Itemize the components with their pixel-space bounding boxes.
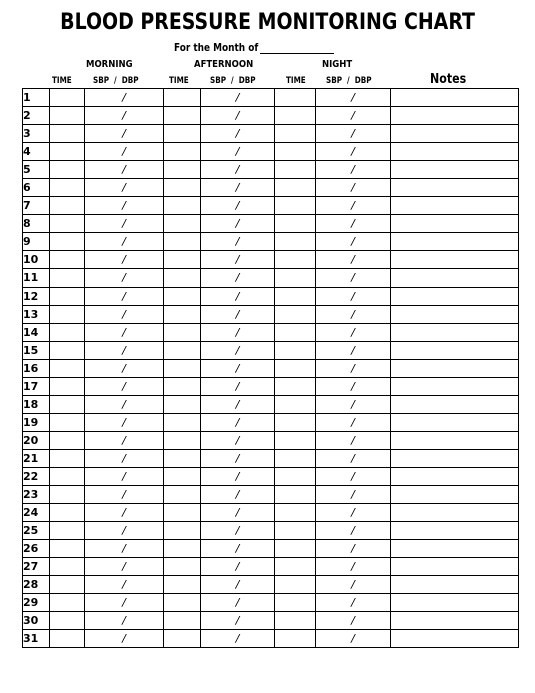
day-number: 12 [23,287,50,305]
morning-bp-cell[interactable]: / [85,197,164,215]
afternoon-time-cell[interactable] [164,287,201,305]
afternoon-bp-cell[interactable]: / [201,107,275,125]
table-row [23,233,519,251]
morning-bp-cell[interactable]: / [85,576,164,594]
night-time-cell[interactable] [275,612,316,630]
morning-time-cell[interactable] [50,233,85,251]
morning-time-cell[interactable] [50,558,85,576]
night-time-cell[interactable] [275,395,316,413]
notes-cell[interactable] [391,305,519,323]
header-sbp-dbp-afternoon: SBP / DBP [210,76,256,86]
table-row [23,143,519,161]
night-bp-cell[interactable]: / [316,359,391,377]
morning-bp-cell[interactable]: / [85,161,164,179]
day-number: 4 [23,143,50,161]
day-number: 16 [23,359,50,377]
day-number: 7 [23,197,50,215]
night-bp-cell[interactable]: / [316,233,391,251]
notes-cell[interactable] [391,522,519,540]
morning-time-cell[interactable] [50,125,85,143]
morning-bp-cell[interactable]: / [85,305,164,323]
day-number: 13 [23,305,50,323]
afternoon-bp-cell[interactable]: / [201,449,275,467]
afternoon-bp-cell[interactable]: / [201,161,275,179]
table-row [23,323,519,341]
night-time-cell[interactable] [275,630,316,648]
notes-cell[interactable] [391,107,519,125]
afternoon-bp-cell[interactable]: / [201,143,275,161]
table-row [23,594,519,612]
night-time-cell[interactable] [275,431,316,449]
night-bp-cell[interactable]: / [316,594,391,612]
morning-time-cell[interactable] [50,540,85,558]
morning-time-cell[interactable] [50,486,85,504]
morning-bp-cell[interactable]: / [85,251,164,269]
night-time-cell[interactable] [275,377,316,395]
morning-bp-cell[interactable]: / [85,233,164,251]
night-bp-cell[interactable]: / [316,377,391,395]
table-row [23,107,519,125]
table-row [23,558,519,576]
table-row [23,215,519,233]
morning-time-cell[interactable] [50,467,85,485]
morning-time-cell[interactable] [50,287,85,305]
morning-bp-cell[interactable]: / [85,558,164,576]
day-number: 29 [23,594,50,612]
morning-bp-cell[interactable]: / [85,467,164,485]
afternoon-time-cell[interactable] [164,377,201,395]
table-row [23,576,519,594]
afternoon-time-cell[interactable] [164,251,201,269]
afternoon-time-cell[interactable] [164,467,201,485]
morning-time-cell[interactable] [50,504,85,522]
afternoon-bp-cell[interactable]: / [201,504,275,522]
morning-bp-cell[interactable]: / [85,504,164,522]
morning-time-cell[interactable] [50,305,85,323]
notes-cell[interactable] [391,161,519,179]
notes-cell[interactable] [391,594,519,612]
night-time-cell[interactable] [275,197,316,215]
afternoon-time-cell[interactable] [164,413,201,431]
notes-cell[interactable] [391,197,519,215]
afternoon-bp-cell[interactable]: / [201,215,275,233]
morning-time-cell[interactable] [50,269,85,287]
afternoon-bp-cell[interactable]: / [201,323,275,341]
afternoon-bp-cell[interactable]: / [201,558,275,576]
day-number: 20 [23,431,50,449]
table-row [23,504,519,522]
morning-time-cell[interactable] [50,107,85,125]
table-row [23,305,519,323]
morning-time-cell[interactable] [50,576,85,594]
table-row [23,341,519,359]
period-morning: MORNING [86,59,133,70]
morning-bp-cell[interactable]: / [85,341,164,359]
morning-bp-cell[interactable]: / [85,395,164,413]
day-number: 5 [23,161,50,179]
day-number: 6 [23,179,50,197]
day-number: 15 [23,341,50,359]
morning-time-cell[interactable] [50,215,85,233]
afternoon-time-cell[interactable] [164,395,201,413]
night-time-cell[interactable] [275,251,316,269]
morning-bp-cell[interactable]: / [85,449,164,467]
night-bp-cell[interactable]: / [316,287,391,305]
afternoon-bp-cell[interactable]: / [201,486,275,504]
morning-time-cell[interactable] [50,377,85,395]
afternoon-bp-cell[interactable]: / [201,540,275,558]
table-row [23,251,519,269]
morning-time-cell[interactable] [50,251,85,269]
night-time-cell[interactable] [275,323,316,341]
day-number: 22 [23,467,50,485]
night-bp-cell[interactable]: / [316,467,391,485]
night-bp-cell[interactable]: / [316,558,391,576]
afternoon-time-cell[interactable] [164,215,201,233]
notes-cell[interactable] [391,377,519,395]
afternoon-time-cell[interactable] [164,594,201,612]
morning-bp-cell[interactable]: / [85,413,164,431]
afternoon-bp-cell[interactable]: / [201,359,275,377]
header-sbp-dbp-night: SBP / DBP [326,76,372,86]
afternoon-bp-cell[interactable]: / [201,233,275,251]
night-bp-cell[interactable]: / [316,107,391,125]
morning-bp-cell[interactable]: / [85,269,164,287]
table-row [23,89,519,107]
header-time-night: TIME [286,76,306,86]
afternoon-time-cell[interactable] [164,558,201,576]
morning-time-cell[interactable] [50,197,85,215]
afternoon-bp-cell[interactable]: / [201,89,275,107]
day-number: 28 [23,576,50,594]
notes-cell[interactable] [391,89,519,107]
night-time-cell[interactable] [275,540,316,558]
afternoon-bp-cell[interactable]: / [201,431,275,449]
table-row [23,612,519,630]
day-number: 26 [23,540,50,558]
night-bp-cell[interactable]: / [316,413,391,431]
morning-time-cell[interactable] [50,612,85,630]
notes-cell[interactable] [391,504,519,522]
night-time-cell[interactable] [275,359,316,377]
table-row [23,179,519,197]
day-number: 2 [23,107,50,125]
notes-cell[interactable] [391,215,519,233]
morning-time-cell[interactable] [50,449,85,467]
afternoon-time-cell[interactable] [164,576,201,594]
night-bp-cell[interactable]: / [316,125,391,143]
night-time-cell[interactable] [275,89,316,107]
afternoon-bp-cell[interactable]: / [201,269,275,287]
morning-bp-cell[interactable]: / [85,612,164,630]
morning-bp-cell[interactable]: / [85,594,164,612]
notes-cell[interactable] [391,143,519,161]
night-time-cell[interactable] [275,161,316,179]
table-row [23,377,519,395]
afternoon-bp-cell[interactable]: / [201,377,275,395]
table-row [23,467,519,485]
night-time-cell[interactable] [275,341,316,359]
afternoon-time-cell[interactable] [164,449,201,467]
afternoon-time-cell[interactable] [164,305,201,323]
night-bp-cell[interactable]: / [316,431,391,449]
morning-time-cell[interactable] [50,522,85,540]
night-bp-cell[interactable]: / [316,449,391,467]
day-number: 27 [23,558,50,576]
morning-time-cell[interactable] [50,395,85,413]
morning-time-cell[interactable] [50,161,85,179]
afternoon-bp-cell[interactable]: / [201,612,275,630]
afternoon-time-cell[interactable] [164,143,201,161]
morning-bp-cell[interactable]: / [85,107,164,125]
night-time-cell[interactable] [275,467,316,485]
afternoon-time-cell[interactable] [164,522,201,540]
afternoon-bp-cell[interactable]: / [201,305,275,323]
day-number: 14 [23,323,50,341]
night-time-cell[interactable] [275,107,316,125]
table-row [23,522,519,540]
day-number: 3 [23,125,50,143]
morning-bp-cell[interactable]: / [85,179,164,197]
afternoon-time-cell[interactable] [164,341,201,359]
afternoon-bp-cell[interactable]: / [201,179,275,197]
notes-cell[interactable] [391,341,519,359]
table-row [23,431,519,449]
afternoon-bp-cell[interactable]: / [201,395,275,413]
afternoon-bp-cell[interactable]: / [201,630,275,648]
period-afternoon: AFTERNOON [194,59,254,70]
morning-bp-cell[interactable]: / [85,89,164,107]
table-row [23,413,519,431]
notes-cell[interactable] [391,576,519,594]
afternoon-bp-cell[interactable]: / [201,251,275,269]
afternoon-time-cell[interactable] [164,323,201,341]
table-row [23,287,519,305]
table-row [23,269,519,287]
morning-time-cell[interactable] [50,143,85,161]
afternoon-bp-cell[interactable]: / [201,341,275,359]
afternoon-bp-cell[interactable]: / [201,594,275,612]
table-row [23,161,519,179]
notes-cell[interactable] [391,431,519,449]
night-time-cell[interactable] [275,233,316,251]
notes-cell[interactable] [391,467,519,485]
night-time-cell[interactable] [275,558,316,576]
morning-time-cell[interactable] [50,89,85,107]
night-bp-cell[interactable]: / [316,612,391,630]
notes-cell[interactable] [391,486,519,504]
morning-bp-cell[interactable]: / [85,125,164,143]
night-time-cell[interactable] [275,449,316,467]
night-bp-cell[interactable]: / [316,197,391,215]
notes-cell[interactable] [391,125,519,143]
day-number: 30 [23,612,50,630]
morning-bp-cell[interactable]: / [85,143,164,161]
day-number: 9 [23,233,50,251]
morning-bp-cell[interactable]: / [85,323,164,341]
day-number: 21 [23,449,50,467]
morning-bp-cell[interactable]: / [85,486,164,504]
night-bp-cell[interactable]: / [316,305,391,323]
day-number: 1 [23,89,50,107]
afternoon-time-cell[interactable] [164,540,201,558]
month-input-line[interactable] [260,53,334,54]
day-number: 25 [23,522,50,540]
night-bp-cell[interactable]: / [316,251,391,269]
night-bp-cell[interactable]: / [316,323,391,341]
afternoon-bp-cell[interactable]: / [201,522,275,540]
morning-time-cell[interactable] [50,179,85,197]
night-bp-cell[interactable]: / [316,89,391,107]
afternoon-bp-cell[interactable]: / [201,467,275,485]
notes-cell[interactable] [391,630,519,648]
table-row [23,395,519,413]
notes-cell[interactable] [391,558,519,576]
notes-cell[interactable] [391,287,519,305]
table-row [23,486,519,504]
afternoon-bp-cell[interactable]: / [201,125,275,143]
night-bp-cell[interactable]: / [316,395,391,413]
notes-cell[interactable] [391,179,519,197]
morning-bp-cell[interactable]: / [85,287,164,305]
day-number: 24 [23,504,50,522]
morning-time-cell[interactable] [50,359,85,377]
notes-cell[interactable] [391,540,519,558]
day-number: 23 [23,486,50,504]
month-label: For the Month of [174,42,259,54]
afternoon-time-cell[interactable] [164,89,201,107]
afternoon-bp-cell[interactable]: / [201,413,275,431]
afternoon-time-cell[interactable] [164,233,201,251]
day-number: 19 [23,413,50,431]
morning-time-cell[interactable] [50,341,85,359]
afternoon-time-cell[interactable] [164,125,201,143]
table-row [23,449,519,467]
night-time-cell[interactable] [275,269,316,287]
night-bp-cell[interactable]: / [316,179,391,197]
night-time-cell[interactable] [275,594,316,612]
table-row [23,630,519,648]
night-time-cell[interactable] [275,504,316,522]
notes-cell[interactable] [391,449,519,467]
afternoon-bp-cell[interactable]: / [201,576,275,594]
header-sbp-dbp-morning: SBP / DBP [93,76,139,86]
night-bp-cell[interactable]: / [316,486,391,504]
table-row [23,125,519,143]
afternoon-time-cell[interactable] [164,161,201,179]
notes-cell[interactable] [391,413,519,431]
afternoon-time-cell[interactable] [164,359,201,377]
afternoon-bp-cell[interactable]: / [201,287,275,305]
afternoon-time-cell[interactable] [164,179,201,197]
morning-time-cell[interactable] [50,594,85,612]
page-title: BLOOD PRESSURE MONITORING CHART [60,10,475,35]
night-time-cell[interactable] [275,179,316,197]
afternoon-time-cell[interactable] [164,504,201,522]
afternoon-time-cell[interactable] [164,431,201,449]
bp-log-table [22,88,519,648]
night-time-cell[interactable] [275,413,316,431]
morning-time-cell[interactable] [50,323,85,341]
night-bp-cell[interactable]: / [316,143,391,161]
day-number: 31 [23,630,50,648]
night-bp-cell[interactable]: / [316,504,391,522]
night-bp-cell[interactable]: / [316,576,391,594]
night-time-cell[interactable] [275,143,316,161]
header-time-afternoon: TIME [169,76,189,86]
table-row [23,359,519,377]
night-time-cell[interactable] [275,125,316,143]
night-bp-cell[interactable]: / [316,540,391,558]
night-bp-cell[interactable]: / [316,522,391,540]
morning-bp-cell[interactable]: / [85,630,164,648]
day-number: 18 [23,395,50,413]
notes-cell[interactable] [391,251,519,269]
afternoon-time-cell[interactable] [164,107,201,125]
night-bp-cell[interactable]: / [316,269,391,287]
day-number: 17 [23,377,50,395]
night-time-cell[interactable] [275,287,316,305]
night-time-cell[interactable] [275,305,316,323]
morning-time-cell[interactable] [50,431,85,449]
night-bp-cell[interactable]: / [316,630,391,648]
day-number: 11 [23,269,50,287]
morning-bp-cell[interactable]: / [85,431,164,449]
night-bp-cell[interactable]: / [316,215,391,233]
notes-cell[interactable] [391,359,519,377]
morning-bp-cell[interactable]: / [85,522,164,540]
night-bp-cell[interactable]: / [316,341,391,359]
notes-cell[interactable] [391,323,519,341]
morning-bp-cell[interactable]: / [85,540,164,558]
night-bp-cell[interactable]: / [316,161,391,179]
afternoon-bp-cell[interactable]: / [201,197,275,215]
night-time-cell[interactable] [275,215,316,233]
notes-cell[interactable] [391,395,519,413]
notes-cell[interactable] [391,612,519,630]
morning-time-cell[interactable] [50,630,85,648]
afternoon-time-cell[interactable] [164,269,201,287]
table-row [23,540,519,558]
night-time-cell[interactable] [275,486,316,504]
notes-cell[interactable] [391,269,519,287]
night-time-cell[interactable] [275,576,316,594]
header-time-morning: TIME [52,76,72,86]
day-number: 10 [23,251,50,269]
morning-bp-cell[interactable]: / [85,377,164,395]
day-number: 8 [23,215,50,233]
afternoon-time-cell[interactable] [164,486,201,504]
table-row [23,197,519,215]
period-night: NIGHT [322,59,353,70]
morning-bp-cell[interactable]: / [85,359,164,377]
notes-cell[interactable] [391,233,519,251]
header-notes: Notes [430,72,467,87]
afternoon-time-cell[interactable] [164,630,201,648]
afternoon-time-cell[interactable] [164,612,201,630]
morning-time-cell[interactable] [50,413,85,431]
afternoon-time-cell[interactable] [164,197,201,215]
morning-bp-cell[interactable]: / [85,215,164,233]
night-time-cell[interactable] [275,522,316,540]
